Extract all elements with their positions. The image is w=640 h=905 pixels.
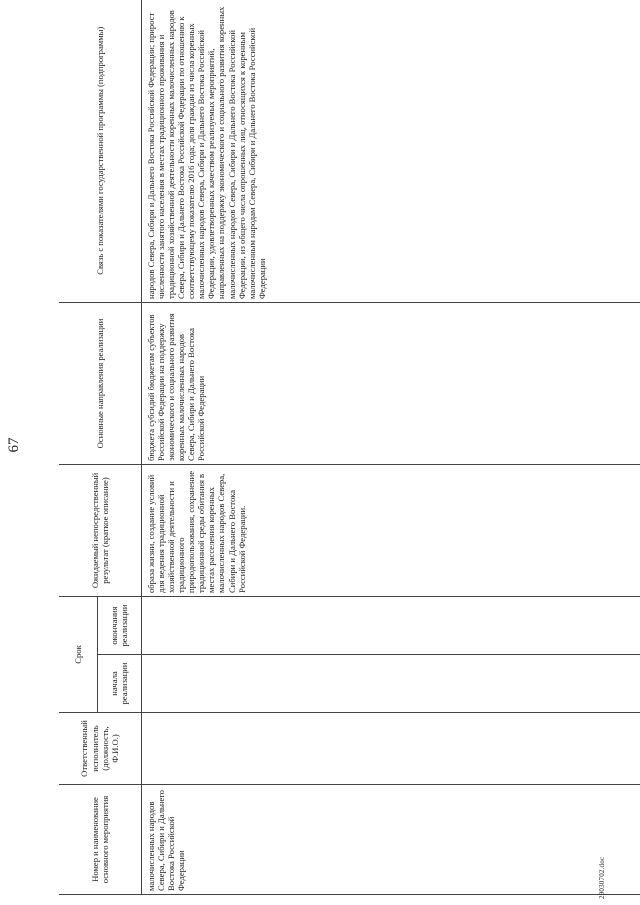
header-indicators-link: Связь с показателями государственной программы (подпрограммы): [59, 0, 141, 302]
cell-indicators-link: народов Севера, Сибири и Дальнего Востока Российской Федерации; прирост численности занятого населения в местах традиционного проживания и традиционной хозяйственной деятельности коренных малочисленных народов Севера, Сибири и Дальнего Востока Российской Федерации по отношению к соответствующему показателю 2016 года; доля граждан из числа коренных малочисленных народов Севера, Сибири и Дальнего Востока Российской Федерации, удовлетворенных качеством реализуемых мероприятий, направленных на поддержку экономического и социального развития коренных малочисленных народов Севера, Сибири и Дальнего Востока Российской Федерации, из общего числа опрошенных лиц, относящихся к коренным малочисленным народам Севера, Сибири и Дальнего Востока Российской Федерации: [141, 0, 640, 302]
header-term: Срок: [59, 596, 97, 712]
header-term-start: начала реализации: [97, 655, 141, 713]
header-term-end: окончания реализации: [97, 596, 141, 654]
measures-table: [59, 0, 640, 895]
cell-measure: малочисленных народов Севера, Сибири и Дальнего Востока Российской Федерации: [141, 785, 640, 895]
header-measure: Номер и наименование основного мероприятия: [59, 785, 141, 895]
cell-expected-result: образа жизни, создание условий для ведения традиционной хозяйственной деятельности и традиционного природопользования, сохранение традиционной среды обитания в местах расселения коренных малочисленных народов Севера, Сибири и Дальнего Востока Российской Федерации.: [141, 464, 640, 596]
cell-directions: бюджета субсидий бюджетам субъектов Российской Федерации на поддержку экономического и социального развития коренных малочисленных народов Севера, Сибири и Дальнего Востока Российской Федерации: [141, 302, 640, 464]
table-header-row: [59, 0, 97, 895]
header-directions: Основные направления реализации: [59, 302, 141, 464]
document-code: 29030702.doc: [598, 856, 606, 899]
cell-term-end: [141, 596, 640, 654]
cell-term-start: [141, 655, 640, 713]
header-expected-result: Ожидаемый непосредственный результат (краткое описание): [59, 464, 141, 596]
cell-executor: [141, 713, 640, 785]
header-executor: Ответственный исполнитель (должность, Ф.И.О.): [59, 713, 141, 785]
page-number: 67: [6, 437, 22, 453]
table-row: [141, 0, 640, 895]
